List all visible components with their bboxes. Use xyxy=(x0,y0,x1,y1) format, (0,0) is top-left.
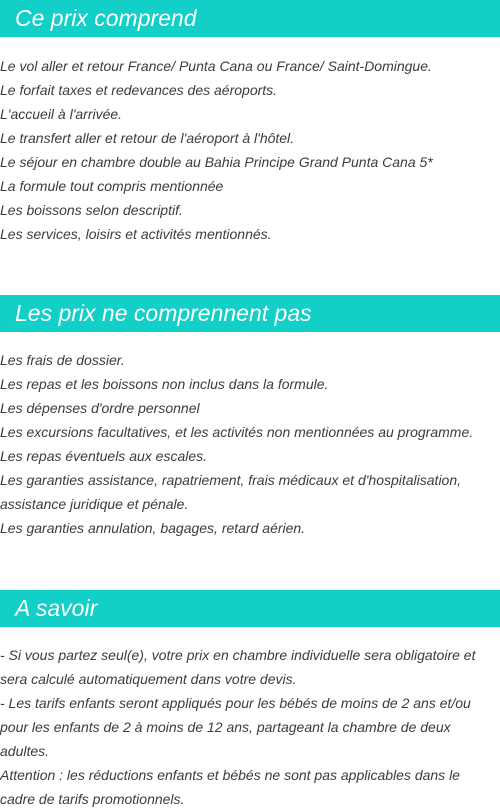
list-item: Les garanties assistance, rapatriement, frais médicaux et d'hospitalisation, assistance juridique et pénale. xyxy=(0,472,462,512)
list-item: - Si vous partez seul(e), votre prix en chambre individuelle sera obligatoire et sera calculé automatiquement dans votre devis. xyxy=(0,647,476,687)
good-to-know-list xyxy=(0,643,500,811)
list-item: Les repas éventuels aux escales. xyxy=(0,448,208,464)
list-item: - Les tarifs enfants seront appliqués pour les bébés de moins de 2 ans et/ou pour les enfants de 2 à moins de 12 ans, partageant la chambre de deux adultes. xyxy=(0,695,471,759)
list-item: Les dépenses d'ordre personnel xyxy=(0,400,200,416)
section-header-not-included: Les prix ne comprennent pas xyxy=(0,295,500,332)
list-item: Les frais de dossier. xyxy=(0,352,125,368)
list-item: La formule tout compris mentionnée xyxy=(0,178,224,194)
list-item: Les boissons selon descriptif. xyxy=(0,202,183,218)
list-item: Le vol aller et retour France/ Punta Cana ou France/ Saint-Domingue. xyxy=(0,58,432,74)
list-item: Le forfait taxes et redevances des aéroports. xyxy=(0,82,278,98)
list-item: Le transfert aller et retour de l'aéroport à l'hôtel. xyxy=(0,130,295,146)
list-item: Attention : les réductions enfants et bébés ne sont pas applicables dans le cadre de tarifs promotionnels. xyxy=(0,767,460,807)
not-included-list xyxy=(0,348,500,540)
list-item: Les repas et les boissons non inclus dans la formule. xyxy=(0,376,329,392)
list-item: Les services, loisirs et activités mentionnés. xyxy=(0,226,272,242)
list-item: Le séjour en chambre double au Bahia Principe Grand Punta Cana 5* xyxy=(0,154,433,170)
list-item: Les excursions facultatives, et les activités non mentionnées au programme. xyxy=(0,424,474,440)
included-list xyxy=(0,54,500,246)
list-item: Les garanties annulation, bagages, retard aérien. xyxy=(0,520,306,536)
section-header-included: Ce prix comprend xyxy=(0,0,500,37)
section-header-good-to-know: A savoir xyxy=(0,590,500,627)
list-item: L'accueil à l'arrivée. xyxy=(0,106,123,122)
